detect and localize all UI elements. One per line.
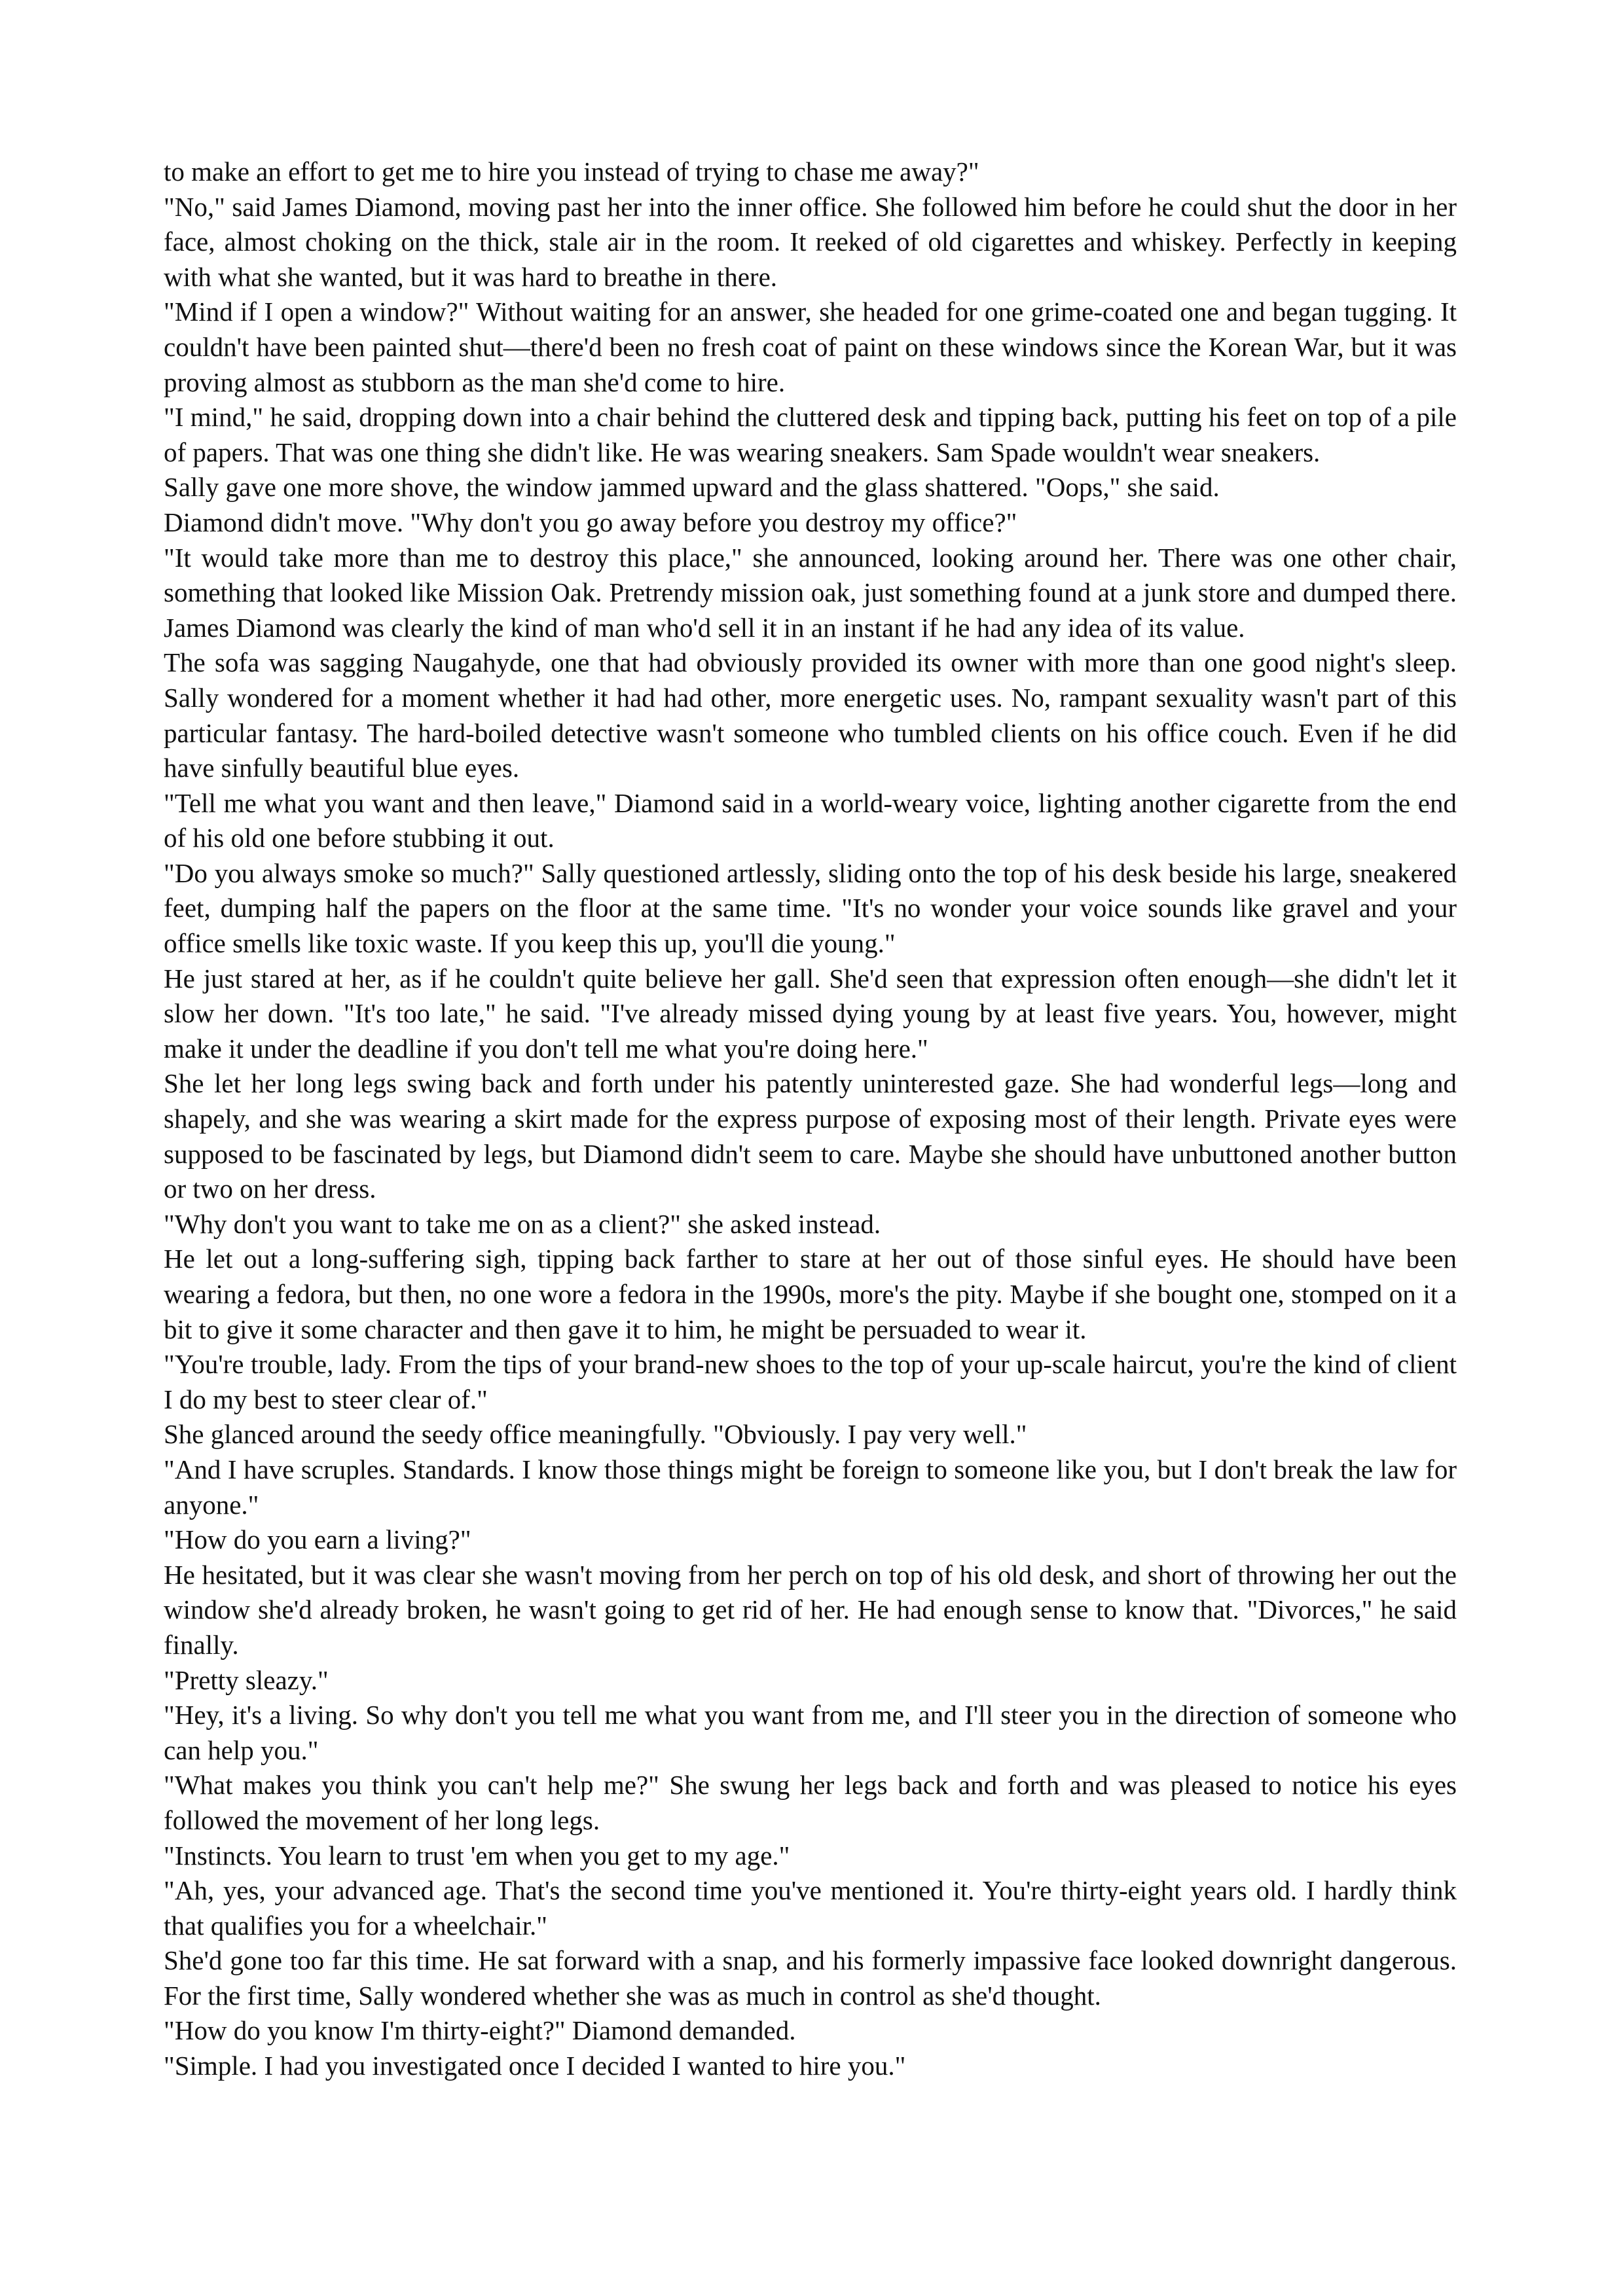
paragraph: Diamond didn't move. "Why don't you go away before you destroy my office?" (164, 507, 1017, 537)
paragraph: "How do you earn a living?" (164, 1524, 471, 1555)
paragraph: Sally gave one more shove, the window jammed upward and the glass shattered. "Oops," she said. (164, 472, 1220, 503)
paragraph: She'd gone too far this time. He sat forward with a snap, and his formerly impassive face looked downright dangerous. For the first time, Sally wondered whether she was as much in control as she'd thought. (164, 1945, 1457, 2011)
paragraph: to make an effort to get me to hire you instead of trying to chase me away?" (164, 156, 979, 187)
paragraph: "You're trouble, lady. From the tips of your brand-new shoes to the top of your up-scale haircut, you're the kind of client I do my best to steer clear of." (164, 1349, 1457, 1414)
paragraph: "It would take more than me to destroy this place," she announced, looking around her. There was one other chair, something that looked like Mission Oak. Pretrendy mission oak, just something found at a junk store and dumped there. James Diamond was clearly the kind of man who'd sell it in an instant if he had any idea of its value. (164, 542, 1457, 643)
paragraph: "What makes you think you can't help me?" She swung her legs back and forth and was pleased to notice his eyes followed the movement of her long legs. (164, 1770, 1457, 1835)
paragraph: "Why don't you want to take me on as a client?" she asked instead. (164, 1208, 881, 1239)
paragraph: He just stared at her, as if he couldn't quite believe her gall. She'd seen that expression often enough—she didn't let it slow her down. "It's too late," he said. "I've already missed dying young by at least five years. You, however, might make it under the deadline if you don't tell me what you're doing here." (164, 963, 1457, 1064)
paragraph: "Mind if I open a window?" Without waiting for an answer, she headed for one grime-coated one and began tugging. It couldn't have been painted shut—there'd been no fresh coat of paint on these windows since the Korean War, but it was proving almost as stubborn as the man she'd come to hire. (164, 296, 1457, 397)
paragraph: "And I have scruples. Standards. I know those things might be foreign to someone like you, but I don't break the law for anyone." (164, 1454, 1457, 1520)
paragraph: "How do you know I'm thirty-eight?" Diamond demanded. (164, 2015, 796, 2046)
paragraph: The sofa was sagging Naugahyde, one that had obviously provided its owner with more than one good night's sleep. Sally wondered for a moment whether it had had other, more energetic uses. No, rampant sexuality wasn't part of this particular fantasy. The hard-boiled detective wasn't someone who tumbled clients on his office couch. Even if he did have sinfully beautiful blue eyes. (164, 647, 1457, 783)
paragraph: She glanced around the seedy office meaningfully. "Obviously. I pay very well." (164, 1419, 1027, 1450)
document-page (164, 154, 1457, 2084)
paragraph: "Hey, it's a living. So why don't you tell me what you want from me, and I'll steer you in the direction of someone who can help you." (164, 1700, 1457, 1765)
paragraph: "Simple. I had you investigated once I decided I wanted to hire you." (164, 2051, 906, 2081)
paragraph: "No," said James Diamond, moving past her into the inner office. She followed him before he could shut the door in her face, almost choking on the thick, stale air in the room. It reeked of old cigarettes and whiskey. Perfectly in keeping with what she wanted, but it was hard to breathe in there. (164, 191, 1457, 292)
paragraph: "Pretty sleazy." (164, 1664, 329, 1695)
paragraph: He hesitated, but it was clear she wasn't moving from her perch on top of his old desk, and short of throwing her out the window she'd already broken, he wasn't going to get rid of her. He had enough sense to know that. "Divorces," he said finally. (164, 1559, 1457, 1660)
paragraph: "Tell me what you want and then leave," Diamond said in a world-weary voice, lighting another cigarette from the end of his old one before stubbing it out. (164, 787, 1457, 853)
paragraph: He let out a long-suffering sigh, tipping back farther to stare at her out of those sinful eyes. He should have been wearing a fedora, but then, no one wore a fedora in the 1990s, more's the pity. Maybe if she bought one, stomped on it a bit to give it some character and then gave it to him, he might be persuaded to wear it. (164, 1244, 1457, 1344)
paragraph: "Ah, yes, your advanced age. That's the second time you've mentioned it. You're thirty-eight years old. I hardly think that qualifies you for a wheelchair." (164, 1875, 1457, 1941)
paragraph: She let her long legs swing back and forth under his patently uninterested gaze. She had wonderful legs—long and shapely, and she was wearing a skirt made for the express purpose of exposing most of their length. Private eyes were supposed to be fascinated by legs, but Diamond didn't seem to care. Maybe she should have unbuttoned another button or two on her dress. (164, 1068, 1457, 1204)
paragraph: "I mind," he said, dropping down into a chair behind the cluttered desk and tipping back, putting his feet on top of a pile of papers. That was one thing she didn't like. He was wearing sneakers. Sam Spade wouldn't wear sneakers. (164, 402, 1457, 467)
paragraph: "Instincts. You learn to trust 'em when you get to my age." (164, 1840, 790, 1871)
paragraph: "Do you always smoke so much?" Sally questioned artlessly, sliding onto the top of his desk beside his large, sneakered feet, dumping half the papers on the floor at the same time. "It's no wonder your voice sounds like gravel and your office smells like toxic waste. If you keep this up, you'll die young." (164, 857, 1457, 959)
